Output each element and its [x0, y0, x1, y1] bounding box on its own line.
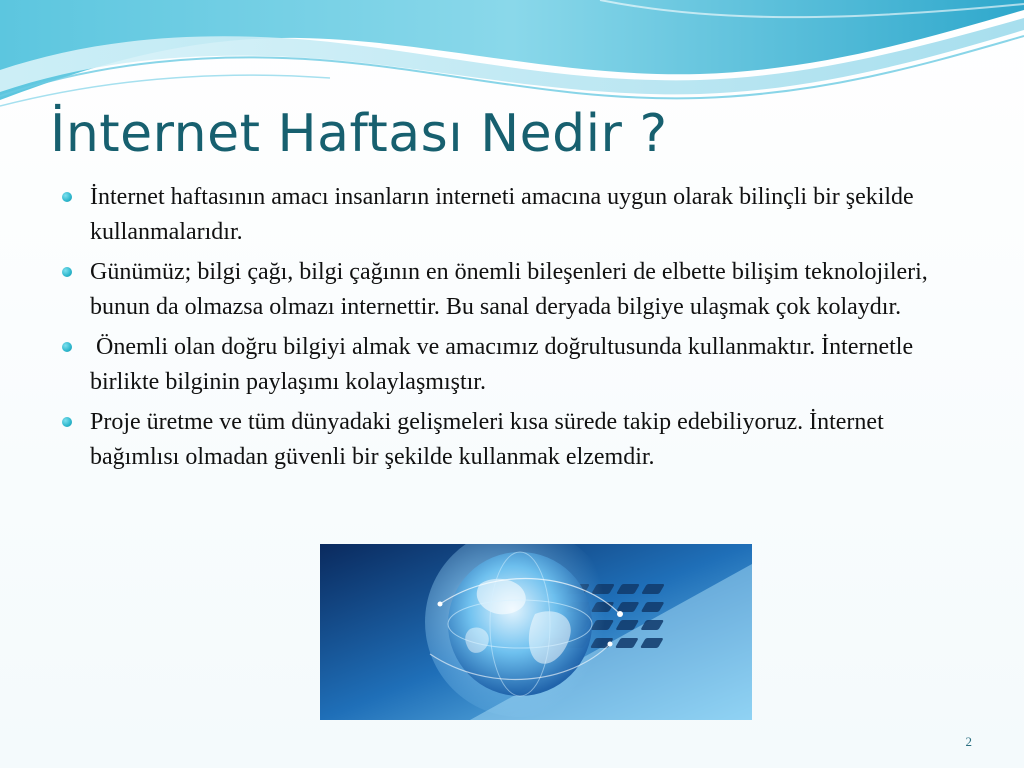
- bullet-text: İnternet haftasının amacı insanların interneti amacına uygun olarak bilinçli bir şekilde kullanmalarıdır.: [90, 184, 914, 245]
- bullet-icon: [62, 342, 72, 352]
- bullet-item: [62, 180, 962, 249]
- bullet-icon: [62, 267, 72, 277]
- bullet-list: [62, 180, 962, 480]
- slide-title: İnternet Haftası Nedir ?: [50, 104, 668, 164]
- page-number: 2: [965, 734, 972, 749]
- bullet-item: [62, 255, 962, 324]
- bullet-icon: [62, 417, 72, 427]
- globe-laptop-image: [320, 544, 752, 720]
- bullet-text: Önemli olan doğru bilgiyi almak ve amacımız doğrultusunda kullanmaktır. İnternetle birlikte bilginin paylaşımı kolaylaşmıştır.: [90, 334, 920, 395]
- bullet-icon: [62, 192, 72, 202]
- bullet-text: Proje üretme ve tüm dünyadaki gelişmeleri kısa sürede takip edebiliyoruz. İnternet bağımlısı olmadan güvenli bir şekilde kullanmak elzemdir.: [90, 409, 884, 470]
- globe-over-laptop-icon: [320, 544, 752, 720]
- bullet-item: [62, 330, 962, 399]
- bullet-text: Günümüz; bilgi çağı, bilgi çağının en önemli bileşenleri de elbette bilişim teknolojileri, bunun da olmazsa olmazı internettir. Bu sanal deryada bilgiye ulaşmak çok kolaydır.: [90, 259, 928, 320]
- bullet-item: [62, 405, 962, 474]
